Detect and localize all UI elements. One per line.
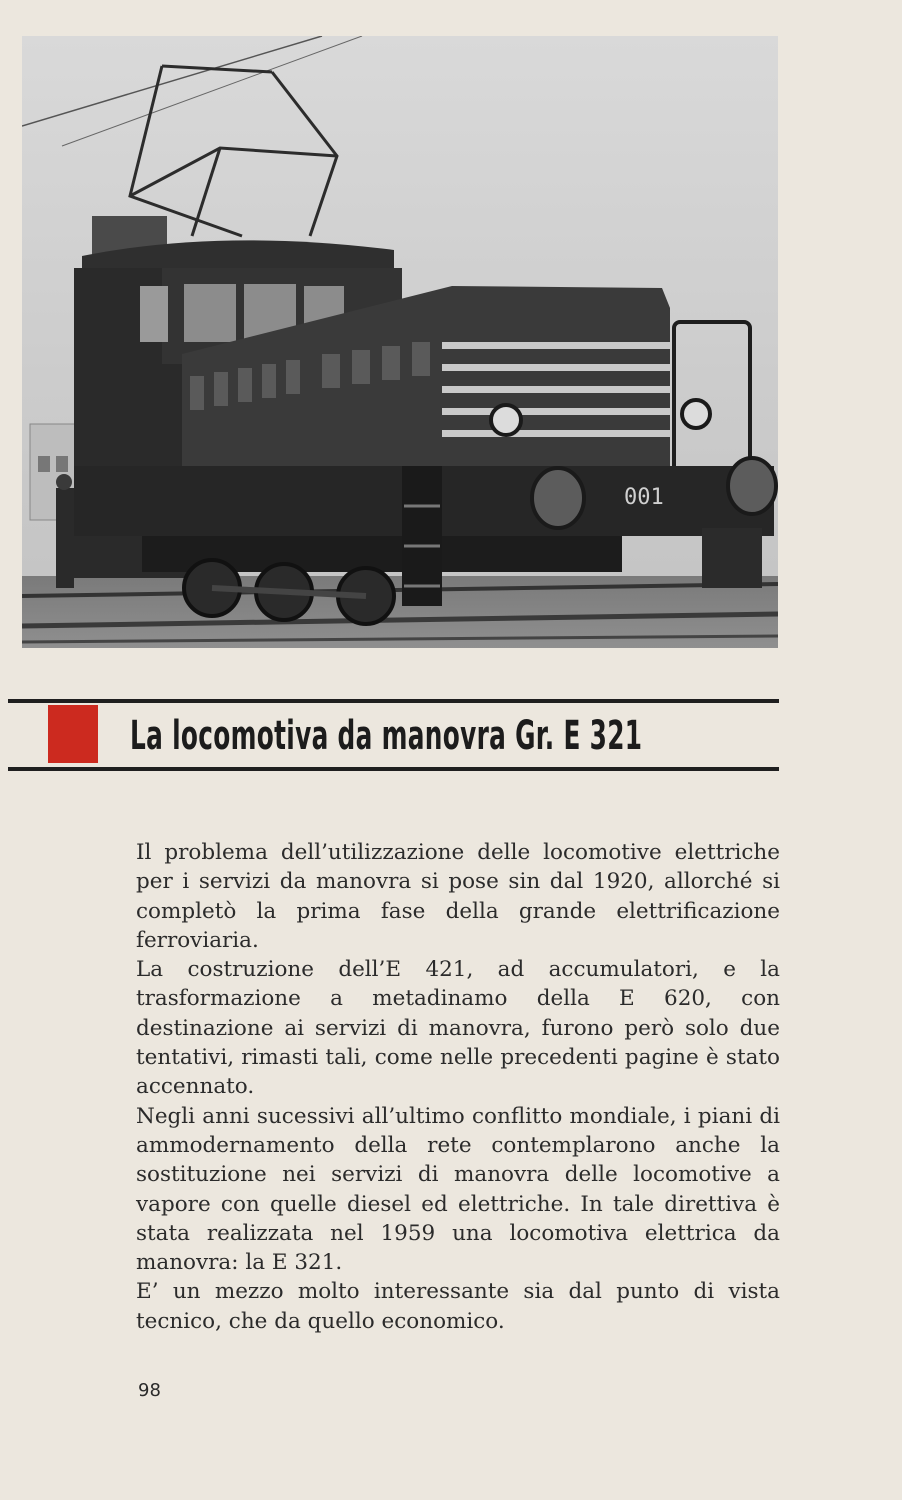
paragraph: Il problema dell’utilizzazione delle locomotive elettriche per i servizi da manovra si pose sin dal 1920, allorché si completò la prima fase della grande elettrificazione ferroviaria.: [136, 840, 780, 953]
number-plate: 001: [624, 485, 664, 510]
locomotive-illustration: [22, 36, 778, 648]
heading-bottom-rule: [8, 767, 779, 771]
paragraph: La costruzione dell’E 421, ad accumulatori, e la trasformazione a metadinamo della E 620, con destinazione ai servizi di manovra, furono però solo due tentativi, rimasti tali, come nelle precedenti pagine è stato accennato.: [136, 957, 780, 1100]
heading-top-rule: [8, 699, 779, 703]
paragraph: Negli anni sucessivi all’ultimo conflitto mondiale, i piani di ammodernamento della rete contemplarono anche la sostituzione nei servizi di manovra delle locomotive a vapore con quelle diesel ed elettriche. In tale direttiva è stata realizzata nel 1959 una locomotiva elettrica da manovra: la E 321.: [136, 1103, 780, 1276]
red-accent-square: [48, 705, 98, 763]
page-number: 98: [138, 1380, 161, 1401]
page-heading: La locomotiva da manovra Gr. E 321: [130, 713, 643, 759]
locomotive-photo: [22, 36, 778, 648]
paragraph: E’ un mezzo molto interessante sia dal punto di vista tecnico, che da quello economico.: [136, 1279, 780, 1334]
body-text: [136, 838, 780, 1336]
